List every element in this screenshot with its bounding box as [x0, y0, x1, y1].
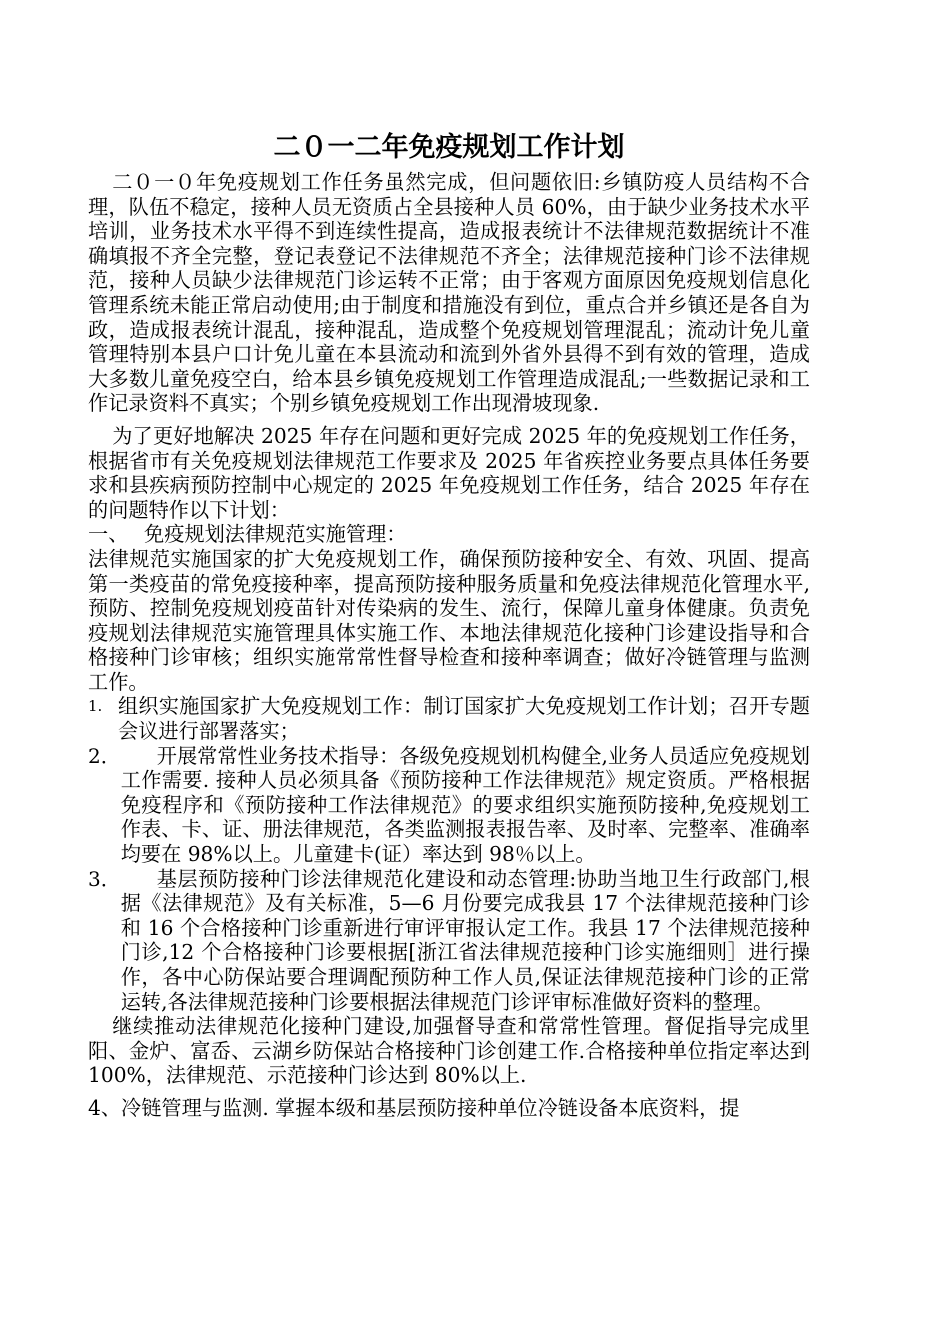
list-item-text	[121, 744, 810, 867]
list-item-2	[88, 744, 810, 867]
list-item-text: 组织实施国家扩大免疫规划工作：制订国家扩大免疫规划工作计划；召开专题会议进行部署落实；	[118, 694, 810, 744]
document-title: 二０一二年免疫规划工作计划	[273, 132, 625, 163]
intro-paragraph: 二０一０年免疫规划工作任务虽然完成，但问题依旧:乡镇防疫人员结构不合理，队伍不稳定，接种人员无资质占全县接种人员 60%，由于缺少业务技术水平培训，业务技术水平得不到连续性提高，造成报表统计不法律规范数据统计不准确填报不齐全完整，登记表登记不法律规范不齐全；法律规范接种门诊不法律规范，接种人员缺少法律规范门诊运转不正常；由于客观方面原因免疫规划信息化管理系统未能正常启动使用;由于制度和措施没有到位，重点合并乡镇还是各自为政，造成报表统计混乱，接种混乱，造成整个免疫规划管理混乱；流动计免儿童管理特别本县户口计免儿童在本县流动和流到外省外县得不到有效的管理，造成大多数儿童免疫空白，给本县乡镇免疫规划工作管理造成混乱;一些数据记录和工作记录资料不真实；个别乡镇免疫规划工作出现滑坡现象.	[88, 170, 810, 416]
document-page	[88, 130, 810, 1121]
list-item-3	[88, 867, 810, 1015]
list-item-body: 基层预防接种门诊法律规范化建设和动态管理:协助当地卫生行政部门,根据《法律规范》及有关标准，5—6 月份要完成我县 17 个法律规范接种门诊和 16 个合格接种门诊重新进行审评审报认定工作。我县 17 个法律规范接种门诊,12 个合格接种门诊要根据[浙江省法律规范接种门诊实施细则］进行操作，各中心防保站要合理调配预防种工作人员,保证法律规范接种门诊的正常运转,各法律规范接种门诊要根据法律规范门诊评审标准做好资料的整理。	[120, 866, 810, 1014]
section-1-body: 法律规范实施国家的扩大免疫规划工作，确保预防接种安全、有效、巩固、提高第一类疫苗的常免疫接种率，提高预防接种服务质量和免疫法律规范化管理水平,预防、控制免疫规划疫苗针对传染病的发生、流行，保障儿童身体健康。负责免疫规划法律规范实施管理具体实施工作、本地法律规范化接种门诊建设指导和合格接种门诊审核；组织实施常常性督导检查和接种率调查；做好冷链管理与监测工作。	[88, 546, 810, 694]
continue-paragraph: 继续推动法律规范化接种门建设,加强督导查和常常性管理。督促指导完成里阳、金炉、富岙、云湖乡防保站合格接种门诊创建工作.合格接种单位指定率达到 100%，法律规范、示范接种门诊达到 80%以上.	[88, 1014, 810, 1088]
list-item-body: 开展常常性业务技术指导：各级免疫规划机构健全,业务人员适应免疫规划工作需要. 接种人员必须具备《预防接种工作法律规范》规定资质。严格根据免疫程序和《预防接种工作法律规范》的要求组织实施预防接种,免疫规划工作表、卡、证、册法律规范，各类监测报表报告率、及时率、完整率、准确率均要在 98%以上。儿童建卡(证）率达到 98％以上。	[120, 743, 810, 867]
list-item-number: 3．	[88, 866, 121, 891]
list-item-1	[88, 694, 810, 743]
section-1-heading	[88, 522, 810, 547]
list-item-text	[121, 867, 810, 1015]
section-1-number: 一、	[88, 522, 129, 547]
list-item-number: 1.	[88, 697, 103, 716]
plan-paragraph: 为了更好地解决 2025 年存在问题和更好完成 2025 年的免疫规划工作任务，根据省市有关免疫规划法律规范工作要求及 2025 年省疾控业务要点具体任务要求和县疾病预防控制中心规定的 2025 年免疫规划工作任务，结合 2025 年存在的问题特作以下计划：	[88, 423, 810, 522]
list-item-number: 2．	[88, 743, 121, 768]
section-1-title: 免疫规划法律规范实施管理：	[144, 522, 407, 547]
list-item-4: 4、冷链管理与监测. 掌握本级和基层预防接种单位冷链设备本底资料，提	[88, 1095, 740, 1120]
